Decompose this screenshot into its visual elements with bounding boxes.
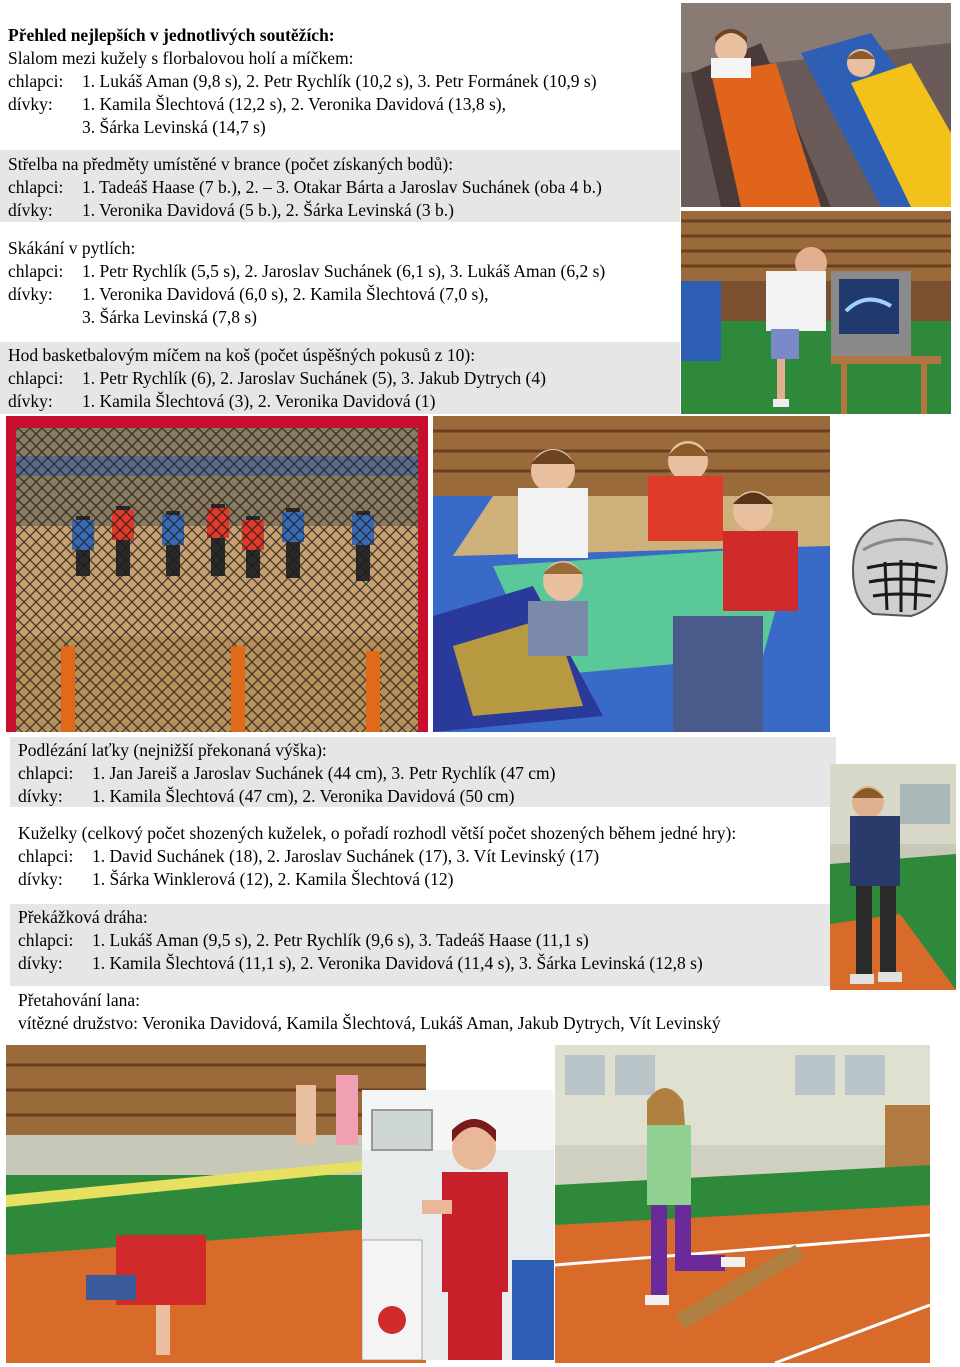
girls-results [8,199,454,221]
girls-results [8,390,435,412]
photo-woman-counter [362,1090,554,1360]
girls-results-text: 1. Veronika Davidová (5 b.), 2. Šárka Levinská (3 b.) [82,200,454,220]
girls-results [18,785,514,807]
boys-results [8,260,605,282]
boys-label: chlapci: [8,71,64,91]
girls-label: dívky: [8,94,53,114]
boys-results-text: 1. Lukáš Aman (9,8 s), 2. Petr Rychlík (10,2 s), 3. Petr Formánek (10,9 s) [82,71,597,91]
section-limbo [10,737,836,807]
girls-results-text: 1. Kamila Šlechtová (3), 2. Veronika Davidová (1) [82,391,436,411]
boys-label: chlapci: [8,368,64,388]
boys-label: chlapci: [8,261,64,281]
section-basketball [0,342,680,414]
boys-results [8,367,546,389]
section-bowling [18,822,830,892]
section-obstacle-course [10,904,830,986]
girls-label: dívky: [18,953,63,973]
boys-results [18,845,599,867]
boys-results [8,176,602,198]
section-shooting [0,150,680,222]
section-slalom [8,24,680,142]
girls-results-text: 1. Kamila Šlechtová (12,2 s), 2. Veronika Davidová (13,8 s), [82,94,506,114]
girls-results-continued: 3. Šárka Levinská (7,8 s) [82,307,257,327]
boys-results-text: 1. Petr Rychlík (5,5 s), 2. Jaroslav Suchánek (6,1 s), 3. Lukáš Aman (6,2 s) [82,261,606,281]
winners-text: vítězné družstvo: Veronika Davidová, Kamila Šlechtová, Lukáš Aman, Jakub Dytrych, Vít Levinský [18,1013,721,1033]
girls-label: dívky: [8,391,53,411]
boys-results-text: 1. Lukáš Aman (9,5 s), 2. Petr Rychlík (9,6 s), 3. Tadeáš Haase (11,1 s) [92,930,589,950]
girls-results [18,868,454,890]
girls-results [18,952,703,974]
photo-floorball-goal [6,416,428,732]
boys-results-text: 1. Jan Jareiš a Jaroslav Suchánek (44 cm), 3. Petr Rychlík (47 cm) [92,763,556,783]
girls-results [8,283,488,305]
competition-title: Hod basketbalovým míčem na koš (počet úspěšných pokusů z 10): [8,345,476,365]
girls-results-continued: 3. Šárka Levinská (14,7 s) [82,117,266,137]
page-heading: Přehled nejlepších v jednotlivých soutěžích: [8,25,335,45]
girls-results-text: 1. Kamila Šlechtová (47 cm), 2. Veronika Davidová (50 cm) [92,786,515,806]
girls-results-text: 1. Šárka Winklerová (12), 2. Kamila Šlechtová (12) [92,869,454,889]
girls-results-text: 1. Kamila Šlechtová (11,1 s), 2. Veronika Davidová (11,4 s), 3. Šárka Levinská (12,8 s) [92,953,703,973]
boys-label: chlapci: [8,177,64,197]
photo-boy-walking [830,764,956,990]
boys-results-text: 1. Petr Rychlík (6), 2. Jaroslav Suchánek (5), 3. Jakub Dytrych (4) [82,368,546,388]
competition-title: Překážková dráha: [18,907,148,927]
competition-title: Kuželky (celkový počet shozených kuželek, o pořadí rozhodl větší počet shozených během jedné hry): [18,823,737,843]
girls-results [8,93,506,115]
competition-title: Skákání v pytlích: [8,238,136,258]
girls-label: dívky: [8,284,53,304]
competition-title: Střelba na předměty umístěné v brance (počet získaných bodů): [8,154,454,174]
photo-sleeping-bags [681,3,951,207]
girls-label: dívky: [18,786,63,806]
girls-label: dívky: [18,869,63,889]
section-sack-race [8,237,680,333]
photo-boys-card-game [433,416,830,732]
photo-girl-balance-beam [555,1045,930,1363]
boys-label: chlapci: [18,763,74,783]
boys-results [8,70,597,92]
girls-results-text: 1. Veronika Davidová (6,0 s), 2. Kamila Šlechtová (7,0 s), [82,284,489,304]
boys-results-text: 1. Tadeáš Haase (7 b.), 2. – 3. Otakar Bárta a Jaroslav Suchánek (oba 4 b.) [82,177,602,197]
photo-goalie-helmet [833,510,957,628]
photo-teacher-tv [681,211,951,414]
competition-title: Slalom mezi kužely s florbalovou holí a míčkem: [8,48,354,68]
competition-title: Podlézání laťky (nejnižší překonaná výška): [18,740,327,760]
boys-label: chlapci: [18,930,74,950]
boys-results [18,762,555,784]
boys-results-text: 1. David Suchánek (18), 2. Jaroslav Suchánek (17), 3. Vít Levinský (17) [92,846,600,866]
boys-results [18,929,589,951]
section-tug-of-war [18,989,830,1037]
boys-label: chlapci: [18,846,74,866]
girls-label: dívky: [8,200,53,220]
competition-title: Přetahování lana: [18,990,140,1010]
